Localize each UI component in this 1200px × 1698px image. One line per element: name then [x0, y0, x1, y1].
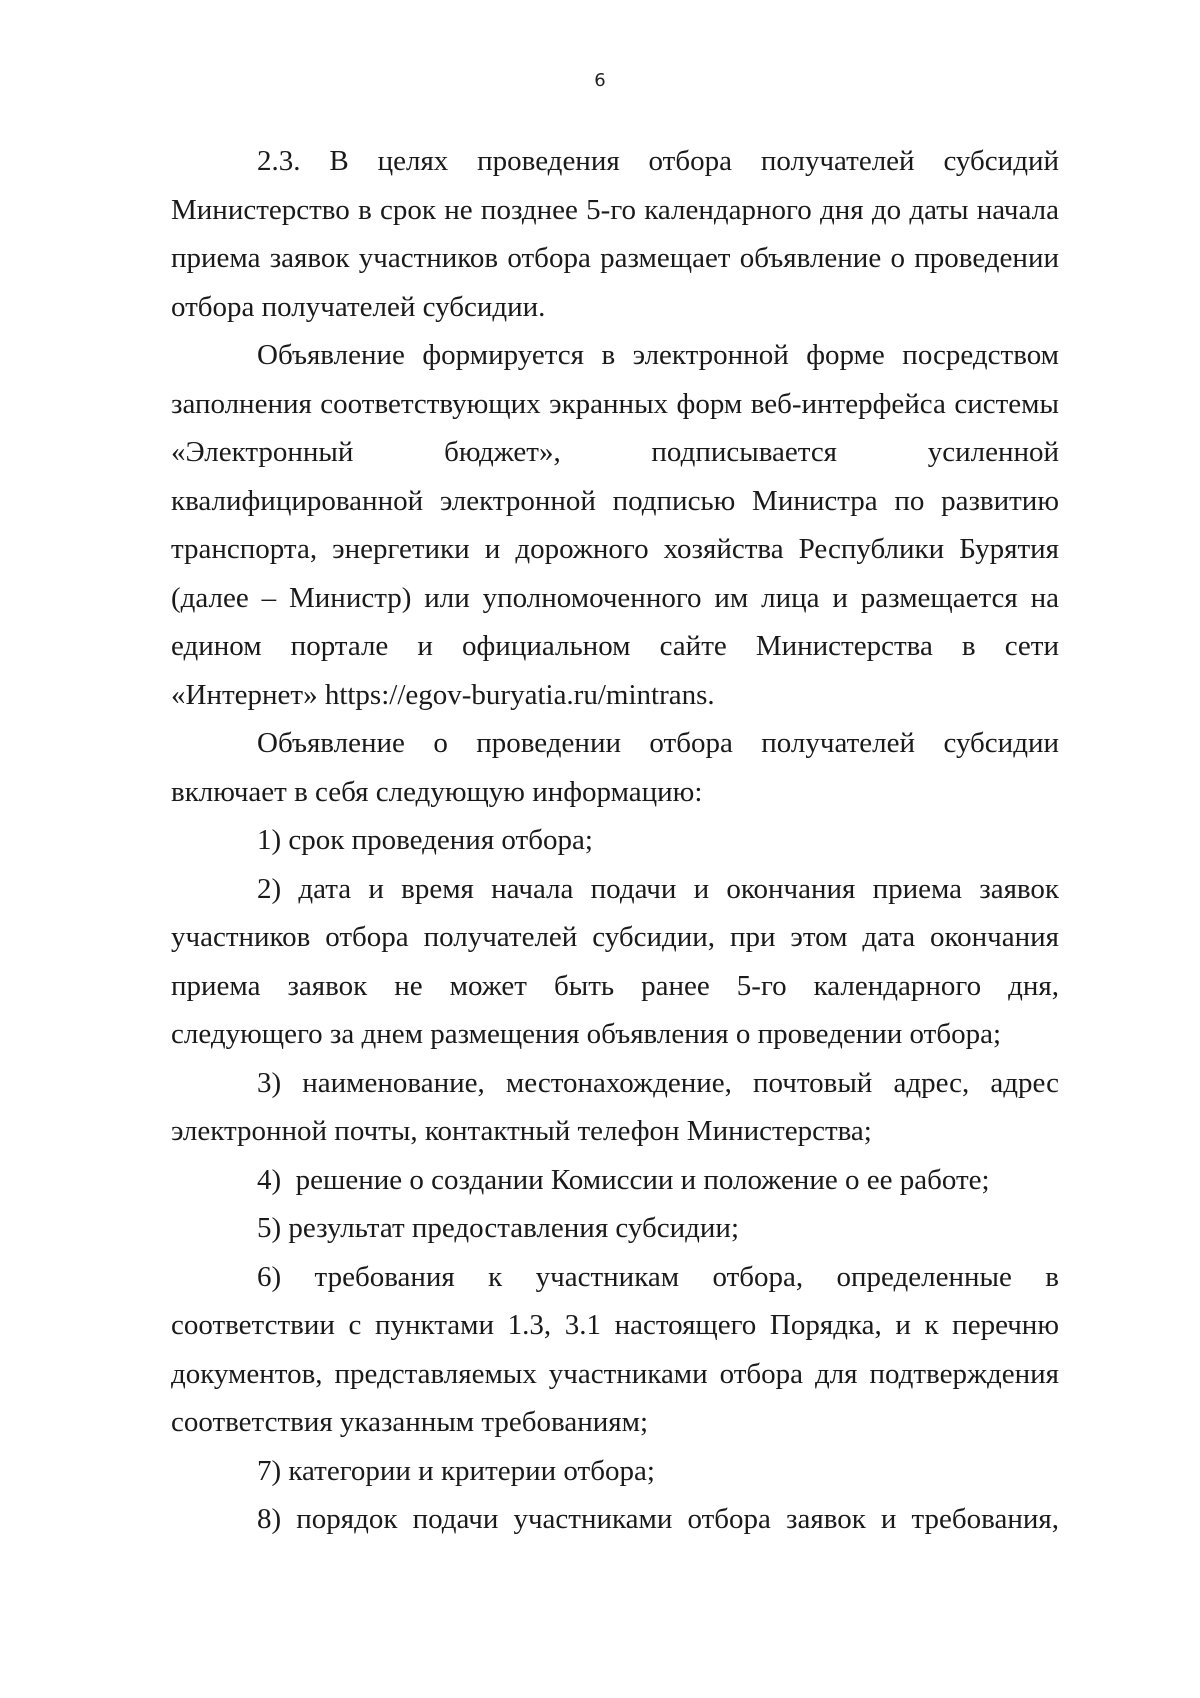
list-item-6: 6) требования к участникам отбора, определенные в соответствии с пунктами 1.3, 3.1 настоящего Порядка, и к перечню документов, представляемых участниками отбора для подтверждения соответствия указанным требованиям; [171, 1260, 1059, 1438]
list-item-5: 5) результат предоставления субсидии; [257, 1212, 740, 1244]
paragraph-announcement-format: Объявление формируется в электронной форме посредством заполнения соответствующих экранных форм веб-интерфейса системы «Электронный бюджет», подписывается усиленной квалифицированной электронной подписью Министра по развитию транспорта, энергетики и дорожного хозяйства Республики Бурятия (далее – Министр) или уполномоченного им лица и размещается на едином портале и официальном сайте Министерства в сети «Интернет» https://egov-buryatia.ru/mintrans. [171, 339, 1059, 711]
document-body [171, 137, 1059, 1544]
list-item-2: 2) дата и время начала подачи и окончания приема заявок участников отбора получателей субсидии, при этом дата окончания приема заявок не может быть ранее 5-го календарного дня, следующего за днем размещения объявления о проведении отбора; [171, 872, 1059, 1050]
list-item-7: 7) категории и критерии отбора; [257, 1454, 655, 1487]
paragraph-announcement-contents: Объявление о проведении отбора получателей субсидии включает в себя следующую информацию: [171, 727, 1059, 808]
list-item-4: 4) решение о создании Комиссии и положение о ее работе; [257, 1163, 990, 1196]
page-number: 6 [594, 70, 606, 91]
list-item-8: 8) порядок подачи участниками отбора заявок и требования, [257, 1503, 1059, 1535]
paragraph-2-3: 2.3. В целях проведения отбора получателей субсидий Министерство в срок не позднее 5-го календарного дня до даты начала приема заявок участников отбора размещает объявление о проведении отбора получателей субсидии. [171, 145, 1059, 323]
list-item-3: 3) наименование, местонахождение, почтовый адрес, адрес электронной почты, контактный телефон Министерства; [171, 1066, 1059, 1147]
list-item-1: 1) срок проведения отбора; [257, 824, 593, 856]
